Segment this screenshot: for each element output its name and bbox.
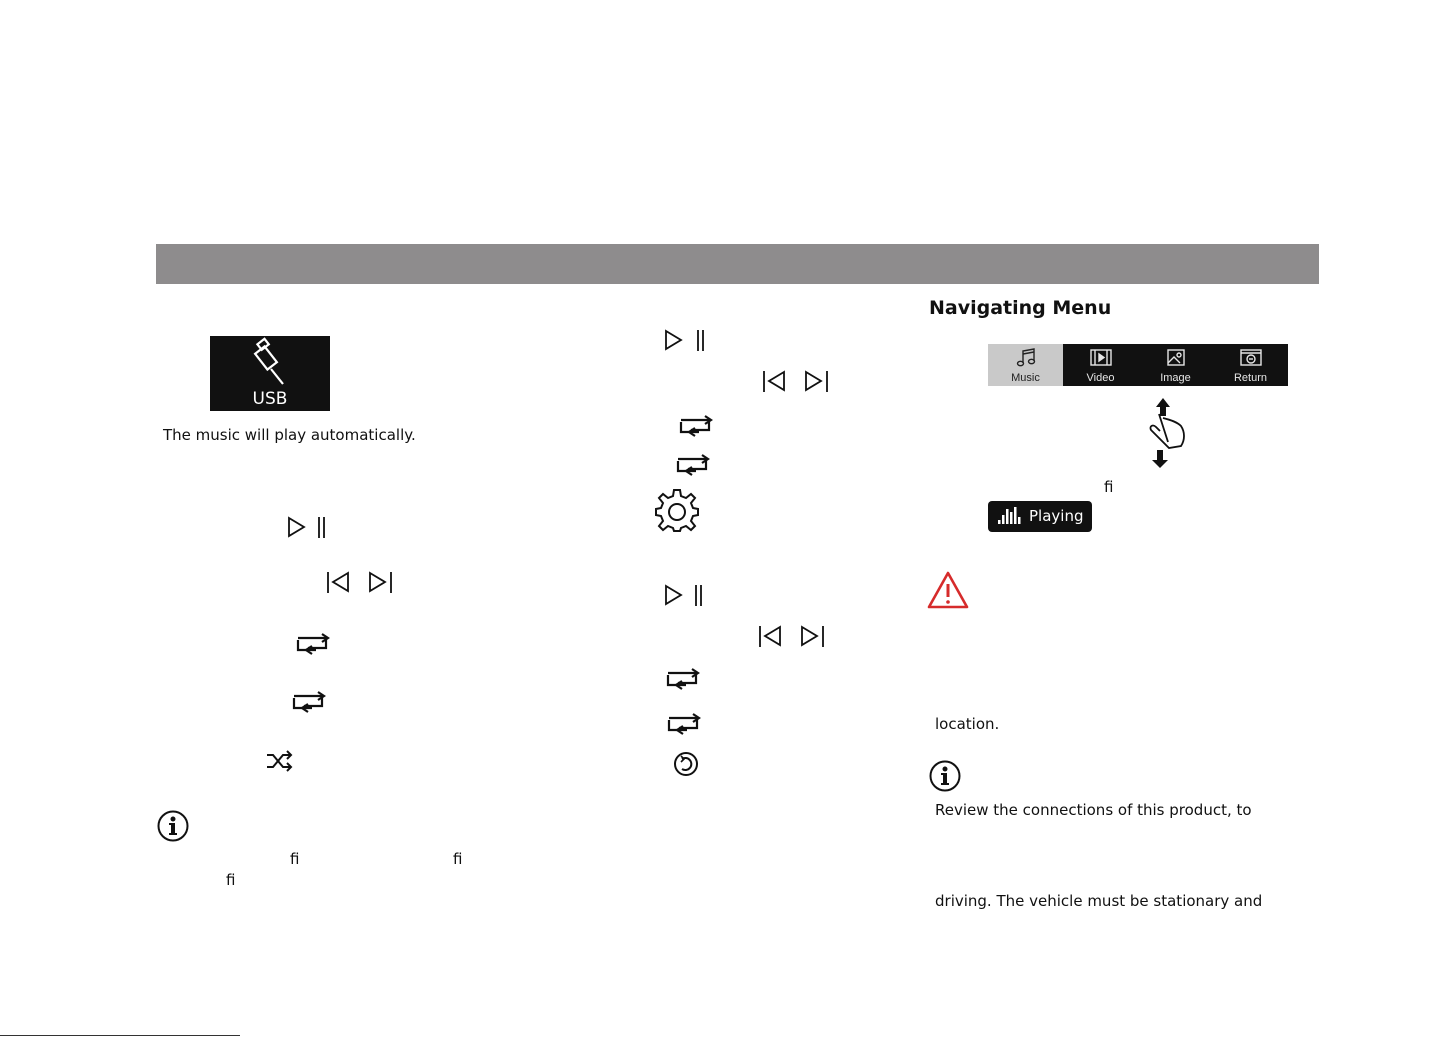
section-header-bar [156,244,1319,284]
rotate-icon [673,751,699,777]
ligature-fragment: ﬁ [453,850,463,868]
menu-item-label: Return [1233,372,1268,384]
film-icon [1090,348,1112,368]
warning-icon [927,571,969,609]
menu-item-music[interactable] [988,344,1063,386]
usb-source-tile[interactable] [210,336,330,411]
section-heading: Navigating Menu [929,297,1112,319]
shuffle-icon [266,750,294,772]
warning-text-fragment: location. [935,715,1000,733]
swipe-gesture-icon [1143,398,1189,470]
usb-label: USB [252,389,288,409]
ligature-fragment: ﬁ [290,850,300,868]
prev-next-icon [762,370,832,394]
footnote-rule [0,1035,240,1036]
prev-next-icon [326,571,396,595]
return-icon [1240,348,1262,368]
usb-icon [250,339,294,387]
info-icon [157,810,189,842]
repeat-all-icon [672,453,712,477]
menu-item-video[interactable] [1063,344,1138,386]
music-note-icon [1015,348,1037,368]
repeat-all-icon [663,712,703,736]
play-pause-icon [287,516,329,540]
info-text-line-1: Review the connections of this product, to [935,801,1252,819]
playing-badge [988,501,1092,532]
menu-item-image[interactable] [1138,344,1213,386]
info-icon [929,760,961,792]
menu-item-label: Image [1160,372,1191,384]
menu-item-label: Music [1011,372,1040,384]
menu-item-label: Video [1086,372,1115,384]
media-menu-bar [988,344,1288,386]
repeat-icon [675,414,715,438]
menu-item-return[interactable] [1213,344,1288,386]
ligature-fragment: ﬁ [226,871,236,889]
ligature-fragment: ﬁ [1104,478,1114,496]
play-pause-icon [664,329,708,353]
prev-next-icon [758,625,828,649]
auto-play-text: The music will play automatically. [163,426,416,444]
info-text-line-2: driving. The vehicle must be stationary and [935,892,1263,910]
repeat-icon [662,667,702,691]
repeat-icon [292,632,332,656]
gear-icon [655,488,699,532]
equalizer-icon [998,506,1022,526]
image-icon [1165,348,1187,368]
playing-label: Playing [1029,507,1084,525]
play-pause-icon [664,584,708,608]
repeat-all-icon [288,690,328,714]
